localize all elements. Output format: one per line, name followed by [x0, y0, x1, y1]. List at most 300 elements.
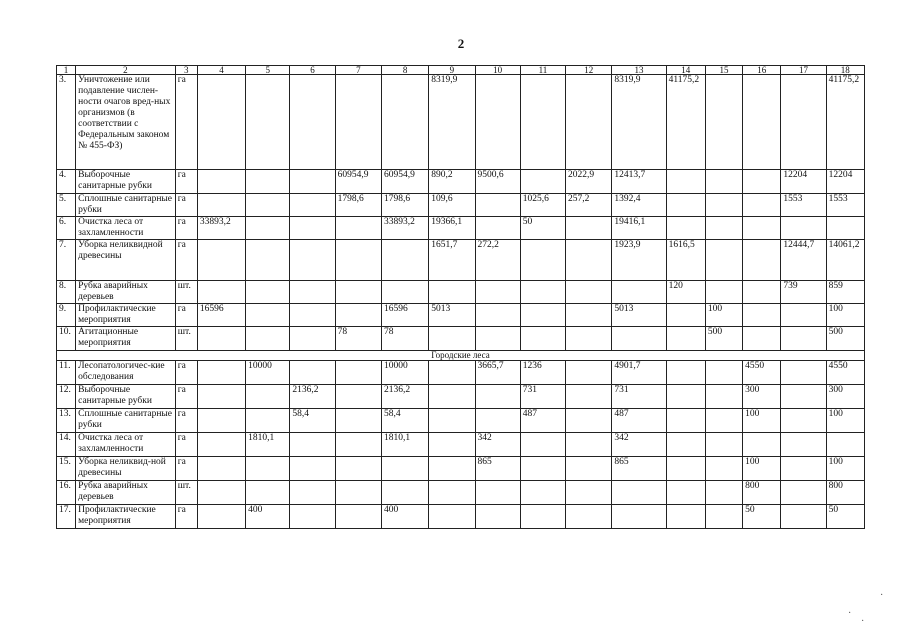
value-cell — [197, 194, 245, 217]
column-header: 1 — [57, 66, 76, 75]
row-unit: га — [175, 304, 197, 327]
value-cell — [566, 457, 612, 481]
value-cell — [429, 409, 475, 433]
value-cell: 865 — [612, 457, 666, 481]
value-cell — [197, 361, 245, 385]
row-name: Очистка леса от захламленности — [76, 217, 176, 240]
row-name: Рубка аварийных деревьев — [76, 481, 176, 505]
value-cell — [197, 240, 245, 281]
value-cell — [666, 457, 705, 481]
column-header: 16 — [743, 66, 781, 75]
value-cell — [566, 385, 612, 409]
value-cell — [197, 170, 245, 194]
value-cell — [520, 75, 565, 170]
row-number: 16. — [57, 481, 76, 505]
value-cell — [705, 281, 742, 304]
value-cell — [197, 409, 245, 433]
value-cell — [520, 240, 565, 281]
value-cell — [566, 75, 612, 170]
row-unit: шт. — [175, 327, 197, 351]
row-number: 3. — [57, 75, 76, 170]
value-cell: 50 — [743, 505, 781, 529]
value-cell — [290, 457, 335, 481]
row-unit: шт. — [175, 281, 197, 304]
row-name: Лесопатологичес-кие обследования — [76, 361, 176, 385]
table-row — [57, 505, 865, 529]
value-cell: 14061,2 — [826, 240, 864, 281]
value-cell: 100 — [826, 409, 864, 433]
value-cell: 500 — [826, 327, 864, 351]
value-cell: 739 — [781, 281, 826, 304]
value-cell — [429, 433, 475, 457]
value-cell — [520, 281, 565, 304]
value-cell — [566, 481, 612, 505]
column-header: 11 — [520, 66, 565, 75]
row-unit: га — [175, 170, 197, 194]
value-cell: 2136,2 — [381, 385, 428, 409]
row-name: Агитационные мероприятия — [76, 327, 176, 351]
row-name: Рубка аварийных деревьев — [76, 281, 176, 304]
value-cell — [826, 217, 864, 240]
column-header: 4 — [197, 66, 245, 75]
value-cell — [335, 281, 381, 304]
value-cell — [290, 281, 335, 304]
value-cell: 58,4 — [381, 409, 428, 433]
value-cell — [429, 361, 475, 385]
value-cell — [335, 385, 381, 409]
value-cell: 58,4 — [290, 409, 335, 433]
section-row — [57, 351, 865, 361]
value-cell: 1236 — [520, 361, 565, 385]
value-cell — [290, 433, 335, 457]
value-cell — [197, 75, 245, 170]
value-cell: 800 — [743, 481, 781, 505]
value-cell — [335, 457, 381, 481]
value-cell — [666, 170, 705, 194]
value-cell — [429, 505, 475, 529]
value-cell — [666, 409, 705, 433]
column-header: 17 — [781, 66, 826, 75]
value-cell: 257,2 — [566, 194, 612, 217]
value-cell: 1553 — [826, 194, 864, 217]
value-cell: 12444,7 — [781, 240, 826, 281]
value-cell — [520, 457, 565, 481]
column-header: 3 — [175, 66, 197, 75]
value-cell — [743, 433, 781, 457]
value-cell: 109,6 — [429, 194, 475, 217]
value-cell — [290, 361, 335, 385]
row-unit: га — [175, 75, 197, 170]
value-cell — [743, 170, 781, 194]
value-cell: 2136,2 — [290, 385, 335, 409]
value-cell — [520, 170, 565, 194]
table-row — [57, 433, 865, 457]
value-cell — [290, 304, 335, 327]
value-cell — [666, 304, 705, 327]
row-number: 17. — [57, 505, 76, 529]
value-cell — [666, 194, 705, 217]
value-cell — [197, 457, 245, 481]
value-cell: 100 — [826, 304, 864, 327]
header-row — [57, 66, 865, 75]
value-cell: 100 — [826, 457, 864, 481]
value-cell — [246, 75, 290, 170]
value-cell — [705, 240, 742, 281]
value-cell — [705, 361, 742, 385]
value-cell — [566, 240, 612, 281]
value-cell — [612, 281, 666, 304]
value-cell — [705, 217, 742, 240]
value-cell — [335, 409, 381, 433]
row-number: 12. — [57, 385, 76, 409]
value-cell — [475, 385, 520, 409]
value-cell: 19416,1 — [612, 217, 666, 240]
value-cell — [666, 505, 705, 529]
value-cell: 1553 — [781, 194, 826, 217]
value-cell: 120 — [666, 281, 705, 304]
value-cell — [335, 75, 381, 170]
value-cell — [781, 304, 826, 327]
value-cell: 100 — [743, 409, 781, 433]
table-row — [57, 457, 865, 481]
value-cell: 60954,9 — [335, 170, 381, 194]
value-cell — [290, 505, 335, 529]
table-row — [57, 75, 865, 170]
value-cell: 12204 — [781, 170, 826, 194]
column-header: 14 — [666, 66, 705, 75]
value-cell — [475, 481, 520, 505]
row-name: Очистка леса от захламленности — [76, 433, 176, 457]
value-cell — [335, 240, 381, 281]
row-name: Выборочные санитарные рубки — [76, 170, 176, 194]
value-cell: 1798,6 — [335, 194, 381, 217]
value-cell — [705, 505, 742, 529]
row-name: Сплошные санитарные рубки — [76, 409, 176, 433]
table-row — [57, 217, 865, 240]
value-cell: 10000 — [246, 361, 290, 385]
value-cell — [475, 194, 520, 217]
value-cell: 16596 — [381, 304, 428, 327]
value-cell — [566, 409, 612, 433]
value-cell — [475, 281, 520, 304]
table-row — [57, 194, 865, 217]
value-cell: 1651,7 — [429, 240, 475, 281]
value-cell: 100 — [705, 304, 742, 327]
value-cell: 1810,1 — [246, 433, 290, 457]
value-cell — [666, 385, 705, 409]
value-cell — [520, 433, 565, 457]
value-cell: 8319,9 — [612, 75, 666, 170]
column-header: 8 — [381, 66, 428, 75]
value-cell — [290, 217, 335, 240]
value-cell — [197, 327, 245, 351]
value-cell — [705, 409, 742, 433]
value-cell — [290, 170, 335, 194]
row-number: 6. — [57, 217, 76, 240]
row-number: 13. — [57, 409, 76, 433]
value-cell: 859 — [826, 281, 864, 304]
column-header: 5 — [246, 66, 290, 75]
value-cell: 342 — [612, 433, 666, 457]
row-unit: га — [175, 361, 197, 385]
value-cell: 3665,7 — [475, 361, 520, 385]
value-cell — [246, 194, 290, 217]
value-cell: 1923,9 — [612, 240, 666, 281]
row-unit: га — [175, 194, 197, 217]
value-cell: 1025,6 — [520, 194, 565, 217]
value-cell: 800 — [826, 481, 864, 505]
value-cell — [705, 170, 742, 194]
value-cell: 78 — [381, 327, 428, 351]
value-cell — [781, 433, 826, 457]
value-cell — [612, 327, 666, 351]
value-cell — [781, 327, 826, 351]
value-cell: 1810,1 — [381, 433, 428, 457]
value-cell — [743, 194, 781, 217]
value-cell — [705, 194, 742, 217]
value-cell: 4550 — [743, 361, 781, 385]
value-cell: 10000 — [381, 361, 428, 385]
value-cell — [335, 481, 381, 505]
row-unit: га — [175, 457, 197, 481]
table-row — [57, 361, 865, 385]
value-cell: 272,2 — [475, 240, 520, 281]
value-cell — [197, 281, 245, 304]
value-cell: 400 — [246, 505, 290, 529]
value-cell — [781, 75, 826, 170]
value-cell — [246, 327, 290, 351]
value-cell: 8319,9 — [429, 75, 475, 170]
value-cell — [705, 385, 742, 409]
page-number: 2 — [457, 36, 465, 51]
table-row — [57, 304, 865, 327]
value-cell — [475, 409, 520, 433]
row-unit: га — [175, 433, 197, 457]
value-cell: 33893,2 — [197, 217, 245, 240]
column-header: 15 — [705, 66, 742, 75]
value-cell — [705, 433, 742, 457]
row-number: 15. — [57, 457, 76, 481]
row-name: Уборка неликвид-ной древесины — [76, 457, 176, 481]
table-row — [57, 481, 865, 505]
value-cell: 4901,7 — [612, 361, 666, 385]
row-name: Профилактические мероприятия — [76, 505, 176, 529]
value-cell: 1616,5 — [666, 240, 705, 281]
value-cell — [781, 457, 826, 481]
value-cell: 1798,6 — [381, 194, 428, 217]
column-header: 9 — [429, 66, 475, 75]
value-cell — [566, 281, 612, 304]
value-cell — [246, 304, 290, 327]
row-unit: га — [175, 240, 197, 281]
value-cell: 300 — [743, 385, 781, 409]
value-cell — [475, 505, 520, 529]
value-cell — [429, 281, 475, 304]
value-cell: 2022,9 — [566, 170, 612, 194]
value-cell — [429, 327, 475, 351]
value-cell: 12204 — [826, 170, 864, 194]
value-cell — [197, 385, 245, 409]
value-cell — [705, 457, 742, 481]
value-cell — [197, 481, 245, 505]
value-cell — [520, 327, 565, 351]
value-cell — [705, 481, 742, 505]
row-number: 5. — [57, 194, 76, 217]
value-cell — [246, 240, 290, 281]
value-cell — [566, 327, 612, 351]
value-cell: 41175,2 — [666, 75, 705, 170]
value-cell — [197, 505, 245, 529]
value-cell — [335, 304, 381, 327]
value-cell: 9500,6 — [475, 170, 520, 194]
value-cell: 50 — [826, 505, 864, 529]
value-cell: 890,2 — [429, 170, 475, 194]
value-cell: 33893,2 — [381, 217, 428, 240]
value-cell — [666, 433, 705, 457]
value-cell — [566, 304, 612, 327]
value-cell — [781, 217, 826, 240]
value-cell — [381, 75, 428, 170]
value-cell — [246, 409, 290, 433]
scan-speck: · — [880, 590, 884, 601]
value-cell — [743, 327, 781, 351]
value-cell: 500 — [705, 327, 742, 351]
row-unit: га — [175, 409, 197, 433]
value-cell: 5013 — [612, 304, 666, 327]
value-cell — [335, 361, 381, 385]
value-cell — [666, 217, 705, 240]
section-title: Городские леса — [57, 351, 865, 361]
value-cell — [781, 361, 826, 385]
value-cell — [666, 361, 705, 385]
value-cell — [246, 170, 290, 194]
value-cell: 16596 — [197, 304, 245, 327]
table-row — [57, 281, 865, 304]
value-cell — [475, 217, 520, 240]
value-cell — [197, 433, 245, 457]
value-cell — [781, 385, 826, 409]
table-row — [57, 409, 865, 433]
value-cell — [246, 481, 290, 505]
value-cell: 400 — [381, 505, 428, 529]
value-cell: 342 — [475, 433, 520, 457]
value-cell — [381, 281, 428, 304]
value-cell — [290, 194, 335, 217]
value-cell — [781, 481, 826, 505]
column-header: 6 — [290, 66, 335, 75]
value-cell — [381, 240, 428, 281]
value-cell: 60954,9 — [381, 170, 428, 194]
column-header: 2 — [76, 66, 176, 75]
table-row — [57, 385, 865, 409]
value-cell: 731 — [520, 385, 565, 409]
row-name: Профилактические мероприятия — [76, 304, 176, 327]
value-cell — [475, 75, 520, 170]
row-number: 14. — [57, 433, 76, 457]
value-cell — [381, 481, 428, 505]
value-cell — [743, 304, 781, 327]
row-number: 7. — [57, 240, 76, 281]
row-name: Уборка неликвидной древесины — [76, 240, 176, 281]
value-cell — [246, 457, 290, 481]
value-cell — [743, 217, 781, 240]
value-cell — [335, 217, 381, 240]
table-row — [57, 240, 865, 281]
value-cell — [743, 281, 781, 304]
value-cell — [566, 433, 612, 457]
value-cell: 100 — [743, 457, 781, 481]
column-header: 13 — [612, 66, 666, 75]
value-cell: 5013 — [429, 304, 475, 327]
value-cell: 50 — [520, 217, 565, 240]
value-cell — [475, 304, 520, 327]
row-number: 9. — [57, 304, 76, 327]
value-cell — [381, 457, 428, 481]
value-cell: 4550 — [826, 361, 864, 385]
value-cell — [666, 481, 705, 505]
value-cell — [246, 217, 290, 240]
value-cell — [335, 505, 381, 529]
value-cell — [246, 385, 290, 409]
value-cell — [290, 75, 335, 170]
value-cell: 865 — [475, 457, 520, 481]
value-cell — [705, 75, 742, 170]
value-cell: 41175,2 — [826, 75, 864, 170]
scan-speck: · — [848, 608, 852, 619]
value-cell: 1392,4 — [612, 194, 666, 217]
column-header: 7 — [335, 66, 381, 75]
value-cell — [290, 327, 335, 351]
value-cell — [566, 217, 612, 240]
value-cell — [566, 361, 612, 385]
value-cell — [429, 481, 475, 505]
value-cell — [781, 505, 826, 529]
row-unit: га — [175, 385, 197, 409]
value-cell: 731 — [612, 385, 666, 409]
forest-protection-table — [56, 65, 865, 529]
value-cell — [781, 409, 826, 433]
value-cell: 300 — [826, 385, 864, 409]
row-number: 10. — [57, 327, 76, 351]
value-cell: 78 — [335, 327, 381, 351]
value-cell — [429, 385, 475, 409]
value-cell — [290, 240, 335, 281]
row-number: 8. — [57, 281, 76, 304]
value-cell — [612, 481, 666, 505]
value-cell — [475, 327, 520, 351]
value-cell — [743, 75, 781, 170]
row-number: 4. — [57, 170, 76, 194]
value-cell — [520, 505, 565, 529]
value-cell — [666, 327, 705, 351]
column-header: 12 — [566, 66, 612, 75]
value-cell — [290, 481, 335, 505]
row-unit: шт. — [175, 481, 197, 505]
value-cell — [826, 433, 864, 457]
value-cell — [335, 433, 381, 457]
column-header: 10 — [475, 66, 520, 75]
value-cell: 12413,7 — [612, 170, 666, 194]
value-cell: 487 — [612, 409, 666, 433]
table-row — [57, 327, 865, 351]
value-cell — [429, 457, 475, 481]
row-number: 11. — [57, 361, 76, 385]
value-cell — [743, 240, 781, 281]
value-cell: 487 — [520, 409, 565, 433]
table-row — [57, 170, 865, 194]
value-cell — [246, 281, 290, 304]
row-unit: га — [175, 217, 197, 240]
